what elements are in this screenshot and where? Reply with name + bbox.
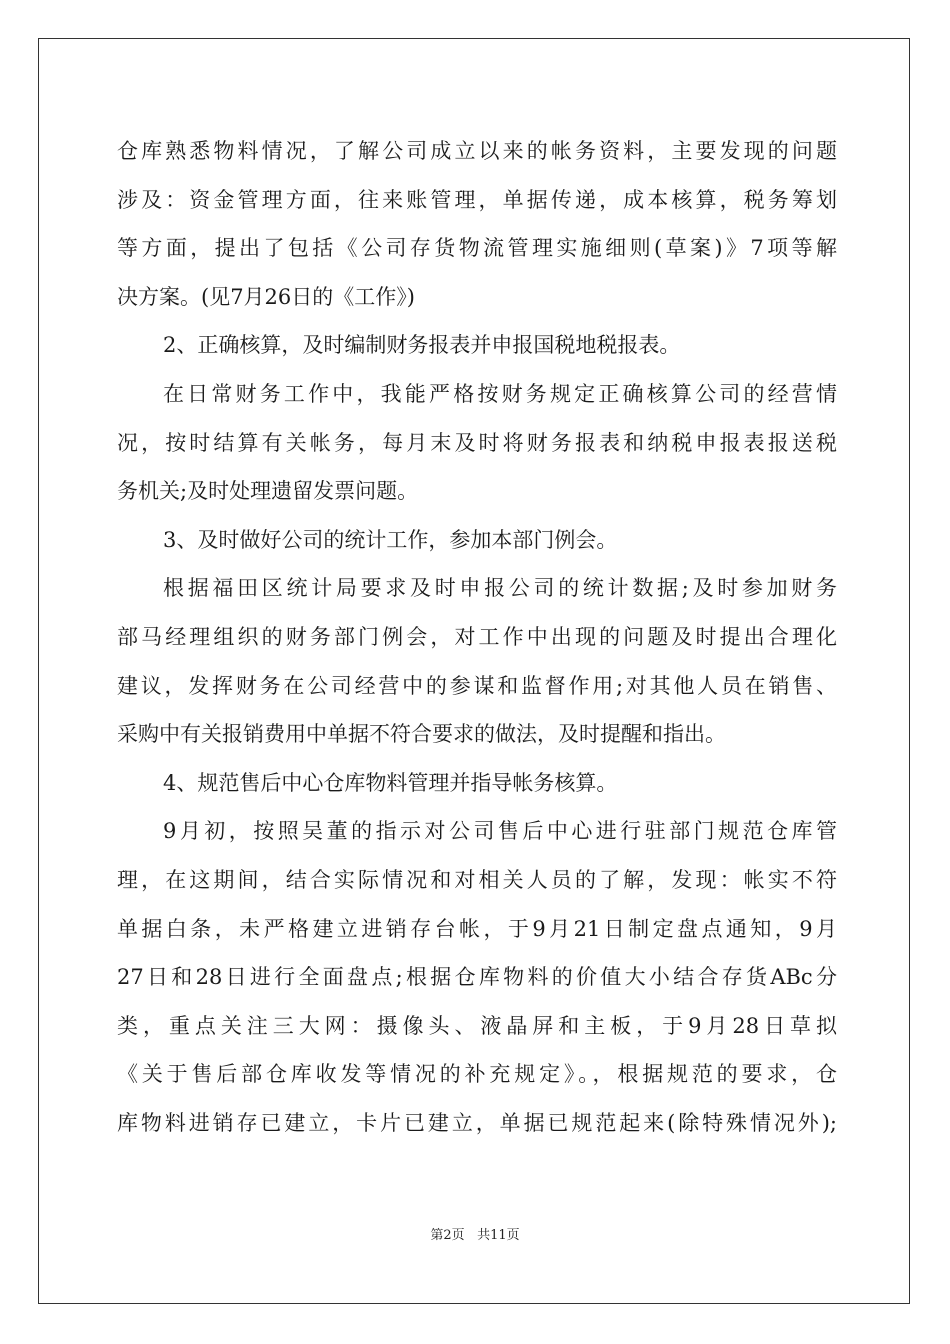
text-line: 决方案。(见7月26日的《工作》) — [117, 284, 415, 309]
text-line: 部马经理组织的财务部门例会，对工作中出现的问题及时提出合理化 — [117, 624, 837, 649]
text-line: 务机关;及时处理遗留发票问题。 — [117, 479, 419, 504]
text-line: 27日和28日进行全面盘点;根据仓库物料的价值大小结合存货ABc分 — [117, 965, 837, 990]
text-line: 根据福田区统计局要求及时申报公司的统计数据;及时参加财务 — [163, 576, 837, 601]
text-line: 库物料进销存已建立，卡片已建立，单据已规范起来(除特殊情况外); — [117, 1110, 837, 1135]
document-body — [117, 127, 837, 1147]
text-line: 《关于售后部仓库收发等情况的补充规定》。，根据规范的要求，仓 — [117, 1062, 837, 1087]
text-line: 2、正确核算，及时编制财务报表并申报国税地税报表。 — [163, 333, 681, 358]
text-line: 理，在这期间，结合实际情况和对相关人员的了解，发现：帐实不符 — [117, 867, 837, 892]
text-line: 况，按时结算有关帐务，每月末及时将财务报表和纳税申报表报送税 — [117, 430, 837, 455]
text-line: 仓库熟悉物料情况，了解公司成立以来的帐务资料，主要发现的问题 — [117, 139, 837, 163]
page-footer — [0, 1224, 950, 1243]
text-line: 3、及时做好公司的统计工作，参加本部门例会。 — [163, 527, 618, 552]
text-line: 4、规范售后中心仓库物料管理并指导帐务核算。 — [163, 770, 618, 795]
text-line: 涉及：资金管理方面，往来账管理，单据传递，成本核算，税务筹划 — [117, 187, 837, 212]
text-line: 类，重点关注三大网：摄像头、液晶屏和主板，于9月28日草拟 — [117, 1013, 837, 1038]
text-line: 采购中有关报销费用中单据不符合要求的做法，及时提醒和指出。 — [117, 722, 726, 747]
page-number: 第2页 — [430, 1228, 465, 1243]
text-line: 9月初，按照吴董的指示对公司售后中心进行驻部门规范仓库管 — [163, 819, 837, 844]
text-line: 在日常财务工作中，我能严格按财务规定正确核算公司的经营情 — [163, 381, 837, 406]
total-pages: 共11页 — [477, 1228, 520, 1243]
text-line: 等方面，提出了包括《公司存货物流管理实施细则(草案)》7项等解 — [117, 236, 837, 261]
text-line: 单据白条，未严格建立进销存台帐，于9月21日制定盘点通知，9月 — [117, 916, 837, 941]
text-line: 建议，发挥财务在公司经营中的参谋和监督作用;对其他人员在销售、 — [117, 673, 837, 698]
